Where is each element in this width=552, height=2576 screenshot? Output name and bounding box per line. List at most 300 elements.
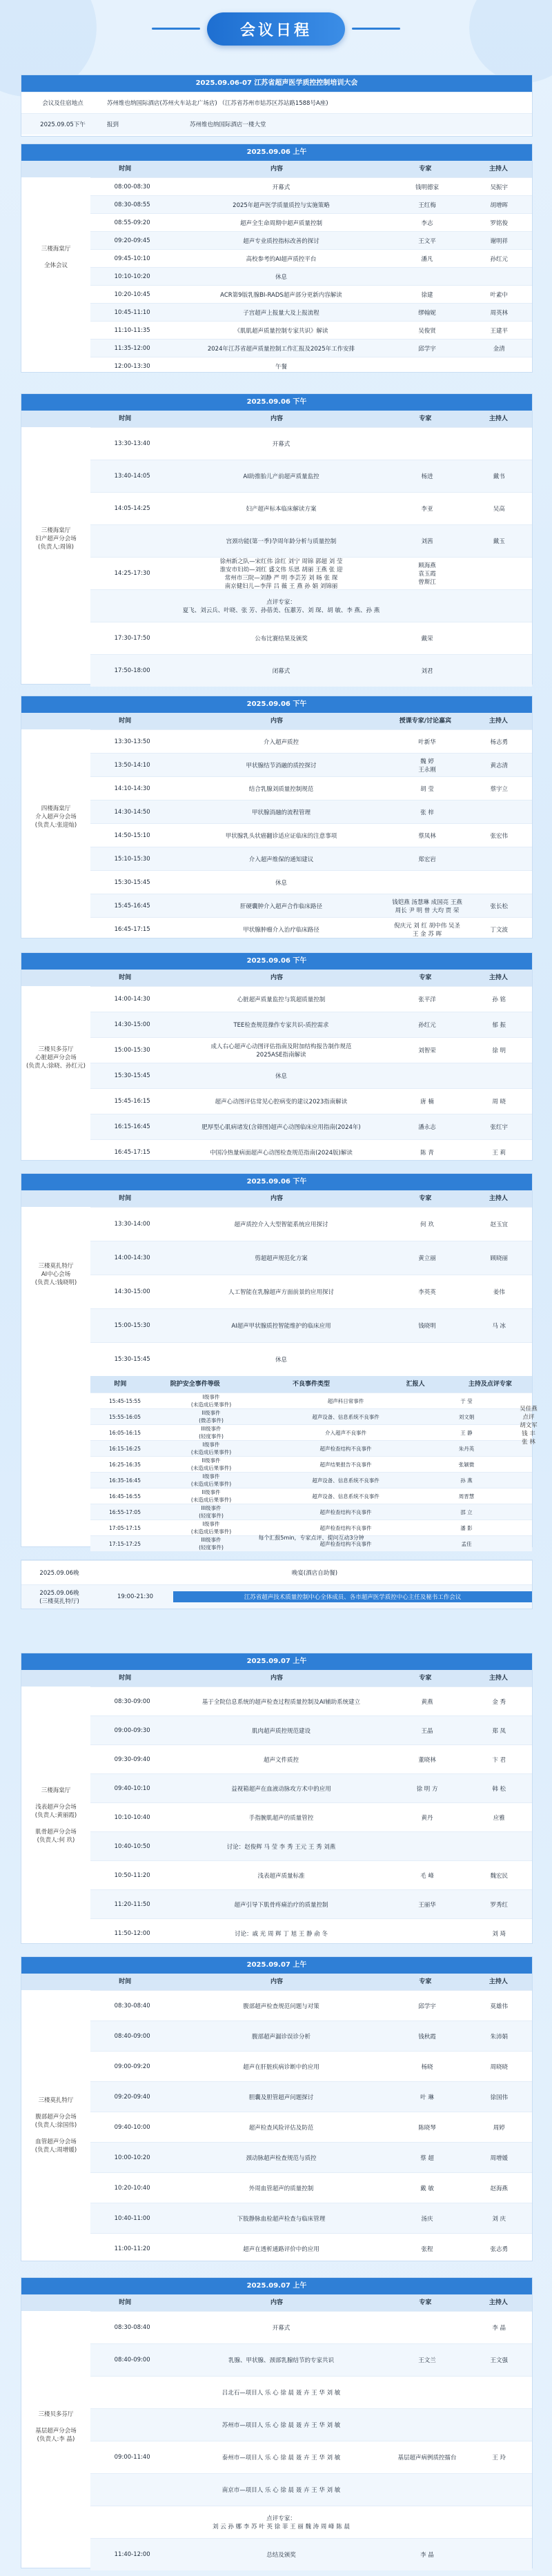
incident-hosts: 吴佳燕 点评 胡文军 钱 丰 张 林 (520, 1406, 538, 1446)
time-cell: 09:20-09:45 (114, 237, 150, 244)
column-header: 时间 (119, 1978, 132, 1985)
column-header-row (21, 970, 532, 986)
speaker-cell: 张 梓 (420, 809, 434, 816)
time-cell: 15:55-16:05 (109, 1413, 141, 1420)
time-cell: 11:35-12:00 (114, 344, 150, 352)
host-cell: 周 晓 (492, 1099, 506, 1105)
speaker-cell (388, 275, 466, 278)
host-cell: 戴书 (493, 473, 505, 480)
column-header: 主持人 (489, 415, 508, 422)
time-cell: 11:50-12:00 (114, 1929, 150, 1937)
reporter-cell: 孙 燕 (460, 1477, 473, 1484)
host-cell: 徐 明 (492, 1048, 506, 1054)
host-cell: 戴玉 (493, 538, 505, 545)
schedule-row (90, 249, 532, 267)
incident-column-header-row (90, 1376, 532, 1393)
column-header: 时间 (119, 1675, 132, 1682)
time-cell: 13:30-13:50 (114, 738, 150, 745)
column-header: 时间 (119, 415, 132, 422)
content-cell: 2025年超声医学质量质控与实施策略 (233, 201, 330, 209)
speaker-cell: 王文兰 (418, 2357, 436, 2364)
incident-row (90, 1424, 532, 1440)
left-spacer (21, 411, 83, 427)
content-cell: 中国冷热量病面超声心动图检查规范指南(2024版)解读 (210, 1150, 353, 1157)
left-spacer (21, 1190, 83, 1207)
evening-schedule (21, 1560, 533, 1609)
time-cell: 12:00-13:30 (114, 362, 150, 370)
incident-level-cell: II级事件 (未造成后果事件) (190, 1489, 232, 1503)
evening-row (21, 1560, 532, 1584)
time-cell: 16:05-16:15 (109, 1429, 141, 1436)
schedule-row (90, 177, 532, 195)
column-header: 专家 (419, 1195, 432, 1202)
time-cell: 08:00-08:30 (114, 183, 150, 190)
speaker-cell (388, 365, 466, 368)
reporter-cell: 于 莹 (460, 1397, 473, 1404)
incident-rows (90, 1393, 532, 1551)
time-cell: 10:20-10:40 (114, 2184, 150, 2192)
content-cell: 高校参考的AI超声质控平台 (246, 255, 317, 263)
time-cell: 11:10-11:35 (114, 326, 150, 334)
content-cell: 介入超声质控 (263, 738, 299, 746)
column-header: 时间 (119, 1195, 132, 1202)
column-header: 授课专家/讨论嘉宾 (399, 718, 452, 725)
speaker-cell: 王晶 (421, 1727, 433, 1735)
content-cell: 超声质控介入大型智能系统应用探讨 (234, 1221, 328, 1228)
evening-row (21, 1584, 532, 1609)
time-cell: 13:50-14:10 (114, 761, 150, 769)
schedule-row (90, 2051, 532, 2081)
content-cell: AI助推胎儿产前超声质量监控 (243, 473, 319, 480)
schedule-section-s6 (21, 1653, 533, 1944)
content-cell: 南京市—项目人 乐 心 徐 晨 聂 卉 王 华 刘 敏 (221, 2487, 341, 2494)
column-header: 专家 (419, 974, 432, 981)
title-decor-right (352, 28, 400, 30)
schedule-row (90, 1715, 532, 1744)
venue-label: 三楼贝多芬厅 基层超声分会场 (负责人:李 晶) (35, 2411, 77, 2443)
schedule-row (90, 1773, 532, 1802)
speaker-cell: 杨进 (421, 473, 433, 480)
schedule-row (90, 357, 532, 375)
incident-level-cell: III级事件 (轻度事件) (199, 1426, 224, 1439)
incident-type-cell: 超声检查结构不良事件 (319, 1508, 372, 1515)
speaker-cell: 王红梅 (418, 201, 436, 209)
content-cell: 基于全院信息系统的超声检查过程质量控制及AI辅助系统建立 (201, 1698, 361, 1706)
speaker-cell: 潘凡 (421, 255, 433, 263)
schedule-row (90, 2112, 532, 2142)
speaker-cell: 钱明德家 (415, 184, 440, 191)
column-header: 专家 (419, 415, 432, 422)
host-cell: 卞 君 (492, 1756, 506, 1764)
schedule-row (90, 2081, 532, 2112)
host-cell (466, 275, 532, 278)
speaker-cell: 倪庆元 刘 红 胡中伟 吴圣 王 金 苏 晖 (394, 922, 460, 938)
incident-row (90, 1408, 532, 1424)
content-cell: 胆囊及胆管超声问题探讨 (248, 2094, 314, 2101)
host-cell: 徐国伟 (490, 2094, 508, 2101)
host-cell (466, 811, 532, 814)
content-cell: 甲状腺肿瘤介入治疗临床路径 (243, 926, 319, 934)
background-decor (469, 0, 552, 83)
info-value: 报到 (107, 121, 119, 128)
schedule-row (90, 870, 532, 894)
incident-level-cell: I级事件 (未造成后果事件) (190, 1394, 232, 1408)
incident-type-cell: 超声设备、信息系统不良事件 (312, 1493, 379, 1500)
content-cell: 超声检查风险评估及防范 (248, 2124, 314, 2132)
section-date-band: 2025.09.06 下午 (21, 953, 532, 970)
host-cell: 罗秀红 (490, 1901, 508, 1909)
schedule-row (90, 2538, 532, 2570)
incident-type-cell: 超声科日常事件 (327, 1397, 364, 1404)
time-cell: 15:45-16:45 (114, 902, 150, 910)
speaker-cell: 杨晓 (421, 2063, 433, 2071)
time-cell: 16:45-17:15 (114, 1149, 150, 1156)
column-header: 时间 (119, 718, 132, 725)
schedule-section-s5 (21, 1173, 538, 1551)
host-cell (466, 669, 532, 672)
host-cell (466, 858, 532, 861)
host-cell: 周英林 (490, 309, 508, 317)
speaker-cell (388, 1932, 466, 1935)
column-header: 时间 (119, 166, 132, 173)
speaker-cell: 戴 敏 (420, 2185, 434, 2192)
schedule-row (90, 2142, 532, 2172)
host-cell: 刘 庆 (492, 2215, 506, 2223)
schedule-section-s8 (21, 2277, 533, 2568)
column-header-row (21, 2294, 532, 2311)
time-cell: 17:50-18:00 (114, 667, 150, 674)
speaker-cell: 徐 明 方 (416, 1785, 438, 1793)
column-header: 主持人 (489, 166, 508, 173)
time-cell: 16:25-16:35 (109, 1461, 141, 1468)
section-date-band: 2025.09.07 上午 (21, 2278, 532, 2294)
schedule-row (90, 1860, 532, 1889)
left-spacer (21, 713, 83, 729)
speaker-cell: 吴俊贤 (418, 327, 436, 335)
schedule-row (90, 753, 532, 776)
schedule-row (90, 729, 532, 753)
column-header: 专家 (419, 2299, 432, 2306)
schedule-rows (90, 729, 532, 941)
schedule-section-s2 (21, 393, 533, 685)
venue-label: 三楼海棠厅 全体会议 (41, 245, 71, 269)
time-cell: 13:40-14:05 (114, 473, 150, 480)
column-header: 内容 (270, 2299, 283, 2306)
schedule-row (90, 1114, 532, 1139)
info-value: 苏州维也纳国际酒店一楼大堂 (190, 121, 266, 128)
speaker-cell: 邱学宇 (418, 345, 436, 353)
time-cell: 14:10-14:30 (114, 785, 150, 792)
info-row (21, 92, 532, 113)
content-cell: 子宫超声上报量大及上报流程 (243, 309, 319, 317)
content-cell: 介入超声维保的通知建议 (248, 856, 314, 863)
speaker-cell: 孙红元 (418, 1022, 436, 1029)
column-header-row (21, 713, 532, 729)
time-cell: 08:30-09:00 (114, 1698, 150, 1705)
column-header: 主持人 (489, 1978, 508, 1985)
time-cell: 14:30-15:00 (114, 1021, 150, 1028)
speaker-cell (388, 1845, 466, 1848)
host-cell: 郁 振 (492, 1022, 506, 1029)
schedule-rows (90, 2311, 532, 2570)
column-header: 内容 (270, 166, 283, 173)
content-cell: ACR第9版乳腺BI-RADS超声部分更新内容解读 (220, 291, 342, 299)
schedule-row (90, 2506, 532, 2538)
time-cell: 16:15-16:45 (114, 1123, 150, 1130)
incident-type-cell: 超声检查结构不良事件 (319, 1540, 372, 1547)
schedule-row (90, 1918, 532, 1947)
section-date-band: 2025.09.06 下午 (21, 394, 532, 411)
time-cell: 08:40-09:00 (114, 2357, 150, 2363)
incident-row (90, 1520, 532, 1535)
host-cell: 罗铭俊 (490, 219, 508, 227)
evening-content: 晚宴(酒店自助餐) (291, 1570, 338, 1577)
time-cell: 08:30-08:40 (114, 2324, 150, 2331)
schedule-row (90, 986, 532, 1012)
host-cell (466, 1845, 532, 1848)
speaker-cell: 汤庆 (421, 2215, 433, 2223)
content-cell: 休息 (275, 273, 287, 281)
incident-type-cell: 超声设备、信息系统不良事件 (312, 1413, 379, 1420)
time-cell: 10:40-10:50 (114, 1842, 150, 1850)
content-cell: 休息 (275, 879, 287, 887)
reporter-cell: 王 静 (460, 1429, 473, 1436)
column-header-row (21, 411, 532, 427)
time-cell: 15:30-15:45 (114, 1356, 150, 1363)
host-cell: 吴振宇 (490, 184, 508, 191)
incident-row (90, 1504, 532, 1520)
schedule-row (90, 2233, 532, 2263)
schedule-row (90, 492, 532, 524)
schedule-row (90, 776, 532, 800)
schedule-row (90, 1063, 532, 1088)
schedule-row (90, 1889, 532, 1918)
evening-date: 2025.09.06晚 (39, 1570, 79, 1577)
host-cell: 赵玉宜 (490, 1221, 508, 1228)
content-cell: 颈动脉超声检查规范与质控 (246, 2154, 317, 2162)
host-cell: 黄志清 (490, 762, 508, 769)
schedule-row (90, 285, 532, 303)
speaker-cell: 缪翰妮 (418, 309, 436, 317)
column-header: 内容 (270, 1978, 283, 1985)
schedule-rows (90, 177, 532, 375)
column-header: 主持人 (489, 974, 508, 981)
speaker-cell (388, 2521, 466, 2524)
host-cell: 赵海燕 (490, 2185, 508, 2192)
time-cell: 09:00-11:40 (114, 2454, 150, 2461)
schedule-row (90, 2376, 532, 2408)
content-cell: 《肌肌超声质量控制专家共识》解读 (234, 327, 328, 335)
schedule-row (90, 460, 532, 492)
speaker-cell: 王文平 (418, 237, 436, 245)
info-row (21, 113, 532, 135)
incident-row (90, 1440, 532, 1456)
host-cell (466, 604, 532, 607)
host-cell: 顾晓丽 (490, 1255, 508, 1262)
schedule-row (90, 1342, 532, 1376)
time-cell: 14:30-15:00 (114, 1288, 150, 1295)
reporter-cell: 邵 立 (460, 1508, 473, 1515)
info-key: 会议及住宿地点 (42, 100, 83, 107)
host-cell: 郑 凤 (492, 1727, 506, 1735)
speaker-cell: 顾海燕 袁玉霞 曾斯江 (418, 562, 436, 586)
content-cell: 闭幕式 (272, 668, 290, 675)
speaker-cell: 蔡 超 (420, 2154, 434, 2162)
host-cell (466, 365, 532, 368)
content-cell: 甲状腺乳头状癌翻诊适应证临床的注意事项 (225, 832, 337, 840)
content-cell: 2024年江苏省超声质量控制工作汇报及2025年工作安排 (207, 345, 355, 353)
column-header-row (21, 1190, 532, 1207)
evening-date: 2025.09.06晚 (三楼莫扎特厅) (39, 1590, 79, 1605)
content-cell: 超声全生命周期中超声质量控制 (239, 219, 322, 227)
time-cell: 15:10-15:30 (114, 855, 150, 863)
host-cell: 王文强 (490, 2357, 508, 2364)
schedule-row (90, 2441, 532, 2473)
host-cell: 周婷 (493, 2124, 505, 2132)
schedule-row (90, 1802, 532, 1831)
content-cell: 吕北石—项目人 乐 心 徐 晨 聂 卉 王 华 刘 敏 (221, 2390, 341, 2397)
speaker-cell: 基层超声病例质控擂台 (397, 2455, 457, 2461)
time-cell: 14:00-14:30 (114, 996, 150, 1003)
speaker-cell: 唐 楠 (420, 1099, 434, 1105)
incident-type-cell: 超声检查结构不良事件 (319, 1524, 372, 1531)
time-cell: 09:00-09:30 (114, 1727, 150, 1734)
host-cell (466, 637, 532, 640)
time-cell: 10:10-10:20 (114, 273, 150, 280)
info-key: 2025.09.05下午 (40, 121, 86, 128)
content-cell: 妇产超声标本临床解读方案 (246, 506, 317, 513)
time-cell: 10:00-10:20 (114, 2154, 150, 2161)
host-cell: 周增媛 (490, 2154, 508, 2162)
title-decor-left (152, 28, 200, 30)
time-cell: 16:55-17:05 (109, 1508, 141, 1515)
evening-content: 江苏省超声技术质量控制中心全体成员、各市超声医学质控中心主任及秘书工作会议 (173, 1591, 532, 1602)
schedule-row (90, 1275, 532, 1308)
time-cell: 08:30-08:40 (114, 2002, 150, 2009)
left-spacer (21, 2294, 83, 2311)
incident-level-cell: III级事件 (轻度事件) (199, 1505, 224, 1519)
schedule-row (90, 321, 532, 339)
speaker-cell: 刘茜 (421, 538, 433, 545)
time-cell: 08:40-09:00 (114, 2032, 150, 2040)
time-cell: 14:00-14:30 (114, 1255, 150, 1261)
column-header: 内容 (270, 415, 283, 422)
speaker-cell: 叶 琳 (420, 2094, 434, 2101)
speaker-cell: 王丽华 (418, 1901, 436, 1909)
schedule-rows (90, 427, 532, 687)
left-spacer (21, 1974, 83, 1990)
time-cell (90, 2423, 174, 2426)
column-header: 专家 (419, 166, 432, 173)
content-cell: 讨论：戚 光 周 辉 丁 旭 王 静 俞 冬 (235, 1930, 328, 1938)
host-cell: 魏宏民 (490, 1872, 508, 1880)
schedule-row (90, 2021, 532, 2051)
time-cell: 13:30-14:00 (114, 1221, 150, 1228)
section-date-band: 2025.09.06 下午 (21, 696, 532, 713)
time-cell: 15:00-15:30 (114, 1322, 150, 1329)
time-cell: 10:20-10:45 (114, 291, 150, 298)
host-cell (466, 2488, 532, 2491)
column-header: 汇报人 (406, 1381, 425, 1388)
time-cell: 10:10-10:40 (114, 1813, 150, 1821)
schedule-section-s7 (21, 1956, 533, 2261)
speaker-cell: 邱学宇 (418, 2003, 436, 2010)
host-cell: 金 秀 (492, 1698, 506, 1706)
host-cell: 丁文波 (490, 926, 508, 934)
schedule-row (90, 195, 532, 213)
host-cell: 韩 松 (492, 1785, 506, 1793)
speaker-cell: 胡 莹 (420, 785, 434, 793)
speaker-cell: 李亚 (421, 506, 433, 513)
content-cell: 超声在肝脏疾病诊断中的应用 (243, 2063, 319, 2071)
content-cell: 点评专家： 夏飞、刘云兵、叶晓、张 芳、孙蓓美、伍蕙芳、刘 琛、胡 敏、李 燕、孙 燕 (182, 599, 380, 614)
speaker-cell: 陈 青 (420, 1150, 434, 1157)
time-cell: 10:40-11:00 (114, 2214, 150, 2222)
schedule-row (90, 1744, 532, 1773)
content-cell: 休息 (275, 1357, 287, 1364)
host-cell (466, 2423, 532, 2426)
schedule-row (90, 823, 532, 847)
speaker-cell: 李志 (421, 219, 433, 227)
schedule-row (90, 1012, 532, 1037)
host-cell (466, 442, 532, 445)
time-cell (90, 2391, 174, 2394)
schedule-row (90, 2311, 532, 2343)
schedule-row (90, 1088, 532, 1114)
time-cell: 09:40-10:00 (114, 2123, 150, 2131)
reporter-cell: 周晋慧 (458, 1493, 475, 1500)
speaker-cell (388, 2423, 466, 2426)
time-cell: 11:20-11:50 (114, 1900, 150, 1908)
schedule-rows (90, 1207, 532, 1376)
speaker-cell: 魏 婷 王永刚 (418, 758, 436, 774)
column-header-row (21, 1974, 532, 1990)
speaker-cell (388, 1074, 466, 1077)
incident-level-cell: II级事件 (微恙事件) (199, 1410, 224, 1424)
content-cell: 人工智能在乳腺超声方面前景的应用探讨 (228, 1289, 334, 1296)
content-cell: 点评专家： 刘 云 孙 娜 李 苏 叶 英 徐 菲 王 丽 魏 涛 周 峰 陈 晨 (213, 2515, 350, 2530)
host-cell: 张红宇 (490, 1124, 508, 1131)
time-cell: 09:00-09:20 (114, 2063, 150, 2070)
schedule-row (90, 2473, 532, 2506)
speaker-cell: 张平洋 (418, 996, 436, 1003)
info-value: 苏州维也纳国际酒店(苏州火车站北广场店) （江苏省苏州市姑苏区苏站路1588号A座) (107, 100, 328, 107)
venue-label: 三楼贝多芬厅 心脏超声分会场 (负责人:徐晓、孙红元) (26, 1046, 86, 1070)
column-header: 不良事件类型 (293, 1381, 331, 1388)
content-cell: 徐州新之队—宋红伟 涂红 刘宁 周锦 郭超 刘 莹 淮安市妇幼—刘红 盛文伟 乐思 胡丽 王燕 张 迎 常州市三院—刘静 严 明 李芸芳 刘 旸 张 琛 南京健妇儿—李萍 吕 薇 王 燕 孙 娟 刘锦丽 (219, 558, 343, 590)
speaker-cell: 钱铠燕 汤慧琳 成国亮 王燕 周长 尹 明 曾 大均 贾 荣 (392, 898, 462, 914)
host-cell: 金清 (493, 345, 505, 353)
time-cell (90, 604, 174, 607)
column-header: 时间 (119, 974, 132, 981)
host-cell (466, 1074, 532, 1077)
time-cell: 15:30-15:45 (114, 1072, 150, 1079)
host-cell: 蔡宇立 (490, 785, 508, 793)
speaker-cell (388, 2326, 466, 2329)
host-cell: 吴高 (493, 506, 505, 513)
content-cell: TEE检查规范操作专家共识-质控需求 (233, 1022, 329, 1029)
host-cell: 胡增晖 (490, 201, 508, 209)
content-cell: 泰州市—项目人 乐 心 徐 晨 聂 卉 王 华 刘 敏 (221, 2455, 341, 2461)
host-cell: 张宏伟 (490, 832, 508, 840)
reporter-cell: 孟佳 (461, 1540, 472, 1547)
host-cell: 莫雄伟 (490, 2003, 508, 2010)
column-header-row (21, 161, 532, 177)
section-date-band: 2025.09.07 上午 (21, 1653, 532, 1670)
column-header: 内容 (270, 1195, 283, 1202)
schedule-row (90, 2203, 532, 2233)
speaker-cell (388, 442, 466, 445)
